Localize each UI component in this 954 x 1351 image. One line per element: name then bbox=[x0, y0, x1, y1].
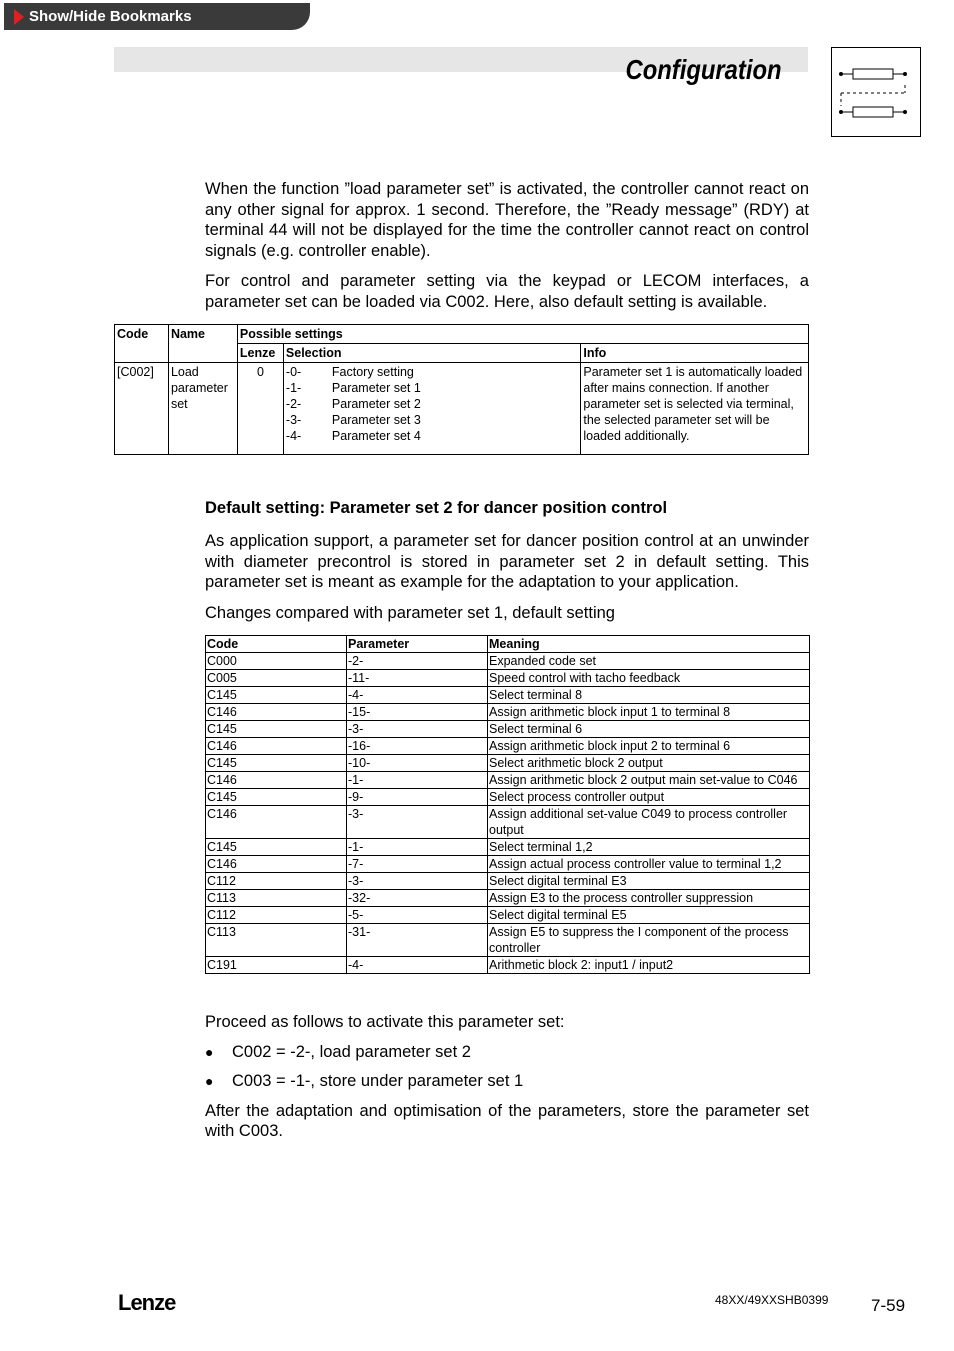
cell-code: C112 bbox=[206, 907, 347, 924]
table-row bbox=[206, 653, 810, 670]
c002-info: Parameter set 1 is automatically loaded after mains connection. If another parameter set is selected via terminal, the selected parameter set will be loaded additionally. bbox=[581, 363, 809, 455]
cell-code: C146 bbox=[206, 806, 347, 839]
c002-code: [C002] bbox=[115, 363, 169, 455]
table-row bbox=[206, 738, 810, 755]
cell-code: C146 bbox=[206, 856, 347, 873]
cell-code: C113 bbox=[206, 890, 347, 907]
header-info: Info bbox=[581, 344, 809, 363]
cell-code: C112 bbox=[206, 873, 347, 890]
triangle-icon bbox=[14, 9, 24, 25]
cell-code: C146 bbox=[206, 704, 347, 721]
c002-name: Load parameter set bbox=[168, 363, 237, 455]
cell-meaning: Select terminal 6 bbox=[488, 721, 810, 738]
cell-parameter: -4- bbox=[347, 957, 488, 974]
intro-paragraph-1: When the function ”load parameter set” is activated, the controller cannot react on any other signal for approx. 1 second. Therefore, the ”Ready message” (RDY) at terminal 44 will not be displayed for the time the controller cannot react on control signals (e.g. controller enable). bbox=[205, 180, 809, 260]
list-item: ● C002 = -2-, load parameter set 2 bbox=[205, 1042, 471, 1061]
cell-parameter: -10- bbox=[347, 755, 488, 772]
cell-parameter: -5- bbox=[347, 907, 488, 924]
cell-parameter: -2- bbox=[347, 653, 488, 670]
bullet-icon: ● bbox=[205, 1043, 214, 1060]
cell-parameter: -11- bbox=[347, 670, 488, 687]
cell-parameter: -9- bbox=[347, 789, 488, 806]
intro-text bbox=[205, 179, 809, 312]
cell-meaning: Select digital terminal E5 bbox=[488, 907, 810, 924]
table-row bbox=[206, 907, 810, 924]
cell-meaning: Assign actual process controller value to terminal 1,2 bbox=[488, 856, 810, 873]
c002-settings-table bbox=[114, 324, 809, 455]
cell-code: C145 bbox=[206, 721, 347, 738]
cell-parameter: -3- bbox=[347, 806, 488, 839]
c002-selection-list bbox=[283, 363, 580, 455]
cell-meaning: Select terminal 8 bbox=[488, 687, 810, 704]
cell-meaning: Assign E5 to suppress the I component of the process controller bbox=[488, 924, 810, 957]
cell-meaning: Assign arithmetic block 2 output main set-value to C046 bbox=[488, 772, 810, 789]
cell-meaning: Select digital terminal E3 bbox=[488, 873, 810, 890]
table-row bbox=[206, 670, 810, 687]
cell-meaning: Select terminal 1,2 bbox=[488, 839, 810, 856]
cell-meaning: Arithmetic block 2: input1 / input2 bbox=[488, 957, 810, 974]
table-row bbox=[206, 789, 810, 806]
table-row bbox=[206, 772, 810, 789]
table-row bbox=[206, 755, 810, 772]
cell-code: C113 bbox=[206, 924, 347, 957]
header-code: Code bbox=[115, 325, 169, 363]
cell-parameter: -16- bbox=[347, 738, 488, 755]
selection-item: -3- Parameter set 3 bbox=[285, 413, 421, 427]
header-possible-settings: Possible settings bbox=[237, 325, 808, 344]
c002-lenze: 0 bbox=[237, 363, 283, 455]
table-row bbox=[206, 806, 810, 839]
cell-meaning: Speed control with tacho feedback bbox=[488, 670, 810, 687]
cell-parameter: -15- bbox=[347, 704, 488, 721]
cell-parameter: -7- bbox=[347, 856, 488, 873]
header-parameter: Parameter bbox=[347, 636, 488, 653]
header-meaning: Meaning bbox=[488, 636, 810, 653]
cell-meaning: Select arithmetic block 2 output bbox=[488, 755, 810, 772]
bookmarks-label: Show/Hide Bookmarks bbox=[29, 8, 192, 25]
table-row bbox=[206, 687, 810, 704]
cell-code: C000 bbox=[206, 653, 347, 670]
table-row bbox=[206, 721, 810, 738]
section-paragraph-1: As application support, a parameter set for dancer position control at an unwinder with diameter precontrol is stored in parameter set 2 in default setting. This parameter set is meant as example for the adaptation to your application. bbox=[205, 532, 809, 591]
cell-meaning: Assign additional set-value C049 to process controller output bbox=[488, 806, 810, 839]
procedure-intro: Proceed as follows to activate this parameter set: bbox=[205, 1013, 565, 1031]
cell-parameter: -3- bbox=[347, 721, 488, 738]
section-heading: Default setting: Parameter set 2 for dancer position control bbox=[205, 499, 668, 517]
cell-code: C145 bbox=[206, 789, 347, 806]
cell-code: C145 bbox=[206, 687, 347, 704]
cell-code: C191 bbox=[206, 957, 347, 974]
cell-meaning: Assign arithmetic block input 2 to terminal 6 bbox=[488, 738, 810, 755]
circuit-diagram-icon bbox=[831, 47, 921, 137]
cell-parameter: -4- bbox=[347, 687, 488, 704]
intro-paragraph-2: For control and parameter setting via the keypad or LECOM interfaces, a parameter set can be loaded via C002. Here, also default setting is available. bbox=[205, 272, 809, 311]
page-number: 7-59 bbox=[871, 1296, 906, 1315]
cell-meaning: Assign E3 to the process controller suppression bbox=[488, 890, 810, 907]
cell-meaning: Assign arithmetic block input 1 to terminal 8 bbox=[488, 704, 810, 721]
selection-item: -1- Parameter set 1 bbox=[285, 381, 421, 395]
cell-code: C145 bbox=[206, 839, 347, 856]
header-name: Name bbox=[168, 325, 237, 363]
cell-meaning: Expanded code set bbox=[488, 653, 810, 670]
section-text bbox=[205, 531, 809, 623]
show-hide-bookmarks-button[interactable] bbox=[4, 3, 310, 30]
selection-item: -4- Parameter set 4 bbox=[285, 429, 421, 443]
header-selection: Selection bbox=[283, 344, 580, 363]
cell-parameter: -32- bbox=[347, 890, 488, 907]
table-row bbox=[206, 704, 810, 721]
header-lenze: Lenze bbox=[237, 344, 283, 363]
document-id: 48XX/49XXSHB0399 bbox=[715, 1293, 829, 1307]
cell-code: C145 bbox=[206, 755, 347, 772]
lenze-logo: Lenze bbox=[118, 1290, 176, 1315]
page-title: Configuration bbox=[625, 54, 782, 85]
list-item: ● C003 = -1-, store under parameter set 1 bbox=[205, 1072, 524, 1090]
cell-parameter: -1- bbox=[347, 839, 488, 856]
table-row bbox=[206, 957, 810, 974]
selection-item: -2- Parameter set 2 bbox=[285, 397, 421, 411]
table-row bbox=[206, 890, 810, 907]
cell-code: C146 bbox=[206, 772, 347, 789]
header-code: Code bbox=[206, 636, 347, 653]
cell-parameter: -3- bbox=[347, 873, 488, 890]
table-row bbox=[206, 873, 810, 890]
procedure-closing: After the adaptation and optimisation of the parameters, store the parameter set with C003. bbox=[205, 1101, 809, 1140]
table-row bbox=[206, 924, 810, 957]
cell-meaning: Select process controller output bbox=[488, 789, 810, 806]
cell-parameter: -1- bbox=[347, 772, 488, 789]
selection-item: -0- Factory setting bbox=[285, 365, 414, 379]
cell-parameter: -31- bbox=[347, 924, 488, 957]
section-paragraph-2: Changes compared with parameter set 1, default setting bbox=[205, 603, 615, 622]
parameter-changes-table bbox=[205, 635, 810, 974]
procedure-text bbox=[205, 1012, 809, 1142]
table-row bbox=[206, 839, 810, 856]
table-row bbox=[206, 856, 810, 873]
cell-code: C146 bbox=[206, 738, 347, 755]
cell-code: C005 bbox=[206, 670, 347, 687]
bullet-icon: ● bbox=[205, 1073, 214, 1089]
